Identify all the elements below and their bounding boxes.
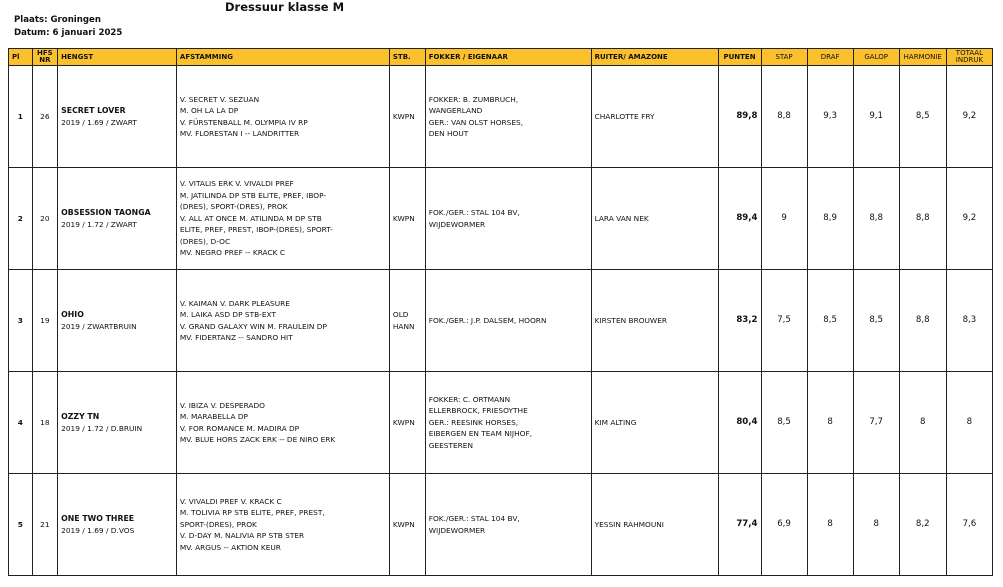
breeder-owner-cell-line: EIBERGEN EN TEAM NIJHOF, — [428, 429, 533, 439]
pedigree-cell-line: V. GRAND GALAXY WIN M. FRAULEIN DP — [179, 321, 327, 331]
col-harmonie-header: HARMONIE — [899, 49, 946, 66]
points-cell: 80,4 — [718, 372, 761, 474]
pedigree-cell-line: (DRES), SPORT-(DRES), PROK — [179, 202, 288, 212]
pedigree-cell-line: ELITE, PREF, PREST, IBOP-(DRES), SPORT- — [179, 225, 333, 235]
table-row — [9, 372, 993, 474]
col-fokker-header: FOKKER / EIGENAAR — [425, 49, 591, 66]
placing-cell: 2 — [9, 168, 33, 270]
stap-score-cell: 8,8 — [761, 66, 807, 168]
breeder-owner-cell-line: WIJDEWORMER — [428, 219, 486, 229]
studbook-cell: KWPN — [389, 372, 425, 474]
points-cell: 89,8 — [718, 66, 761, 168]
stallion-name: OBSESSION TAONGA — [61, 207, 151, 217]
pedigree-cell-line: MV. ARGUS -- AKTION KEUR — [179, 542, 281, 552]
harmonie-score-cell: 8,8 — [899, 168, 946, 270]
stallion-cell — [58, 66, 177, 168]
galop-score-cell: 8 — [853, 474, 899, 576]
stallion-cell — [58, 372, 177, 474]
pedigree-cell-line: V. FÜRSTENBALL M. OLYMPIA IV RP — [179, 117, 308, 127]
hfs-number-cell: 20 — [32, 168, 58, 270]
rider-cell: YESSIN RAHMOUNI — [591, 474, 718, 576]
galop-score-cell: 8,5 — [853, 270, 899, 372]
points-cell: 77,4 — [718, 474, 761, 576]
breeder-owner-cell-line: GER.: REESINK HORSES, — [428, 417, 519, 427]
col-galop-header: GALOP — [853, 49, 899, 66]
harmonie-score-cell: 8 — [899, 372, 946, 474]
breeder-owner-cell-line: FOK./GER.: J.P. DALSEM, HOORN — [428, 315, 547, 325]
pedigree-cell-line: MV. FIDERTANZ -- SANDRO HIT — [179, 332, 293, 342]
pedigree-cell-line: MV. BLUE HORS ZACK ERK -- DE NIRO ERK — [179, 434, 336, 444]
hfs-number-cell: 26 — [32, 66, 58, 168]
col-stb-header: STB. — [389, 49, 425, 66]
event-date: Datum: 6 januari 2025 — [14, 28, 123, 38]
stallion-info: 2019 / 1.69 / ZWART — [61, 117, 137, 127]
stallion-info: 2019 / 1.72 / ZWART — [61, 219, 137, 229]
breeder-owner-cell — [425, 168, 591, 270]
breeder-owner-cell — [425, 474, 591, 576]
rider-cell: LARA VAN NEK — [591, 168, 718, 270]
breeder-owner-cell — [425, 270, 591, 372]
totaal-score-cell: 9,2 — [946, 168, 992, 270]
stap-score-cell: 7,5 — [761, 270, 807, 372]
rider-cell: KIRSTEN BROUWER — [591, 270, 718, 372]
results-table — [8, 48, 993, 576]
hfs-number-cell: 21 — [32, 474, 58, 576]
stallion-cell — [58, 168, 177, 270]
breeder-owner-cell-line: FOK./GER.: STAL 104 BV, — [428, 514, 520, 524]
placing-cell: 3 — [9, 270, 33, 372]
event-place: Plaats: Groningen — [14, 15, 101, 25]
pedigree-cell-line: M. OH LA LA DP — [179, 106, 239, 116]
pedigree-cell-line: V. SECRET V. SEZUAN — [179, 94, 260, 104]
pedigree-cell — [176, 372, 389, 474]
pedigree-cell-line: V. IBIZA V. DESPERADO — [179, 400, 265, 410]
galop-score-cell: 9,1 — [853, 66, 899, 168]
totaal-score-cell: 8 — [946, 372, 992, 474]
totaal-score-cell: 7,6 — [946, 474, 992, 576]
col-afstamming-header: AFSTAMMING — [176, 49, 389, 66]
stallion-info: 2019 / ZWARTBRUIN — [61, 321, 137, 331]
stallion-name: OZZY TN — [61, 411, 100, 421]
col-totaal-header: TOTAAL INDRUK — [946, 49, 992, 66]
pedigree-cell-line: M. JATILINDA DP STB ELITE, PREF, IBOP- — [179, 190, 327, 200]
breeder-owner-cell — [425, 372, 591, 474]
pedigree-cell-line: V. VITALIS ERK V. VIVALDI PREF — [179, 179, 294, 189]
breeder-owner-cell-line: WANGERLAND — [428, 106, 483, 116]
hfs-number-cell: 19 — [32, 270, 58, 372]
col-hfs-header: HFS NR — [32, 49, 58, 66]
breeder-owner-cell — [425, 66, 591, 168]
galop-score-cell: 7,7 — [853, 372, 899, 474]
rider-cell: CHARLOTTE FRY — [591, 66, 718, 168]
studbook-cell: KWPN — [389, 66, 425, 168]
harmonie-score-cell: 8,5 — [899, 66, 946, 168]
draf-score-cell: 8,5 — [807, 270, 853, 372]
table-row — [9, 66, 993, 168]
pedigree-cell-line: SPORT-(DRES), PROK — [179, 519, 257, 529]
studbook-cell: KWPN — [389, 474, 425, 576]
page-title: Dressuur klasse M — [225, 0, 345, 14]
studbook-cell: OLD HANN — [389, 270, 425, 372]
pedigree-cell-line: MV. NEGRO PREF -- KRACK C — [179, 248, 285, 258]
stap-score-cell: 6,9 — [761, 474, 807, 576]
stallion-cell — [58, 474, 177, 576]
breeder-owner-cell-line: WIJDEWORMER — [428, 525, 486, 535]
stallion-info: 2019 / 1.69 / D.VOS — [61, 525, 135, 535]
draf-score-cell: 9,3 — [807, 66, 853, 168]
table-row — [9, 168, 993, 270]
col-punten-header: PUNTEN — [718, 49, 761, 66]
breeder-owner-cell-line: ELLERBROCK, FRIESOYTHE — [428, 406, 528, 416]
breeder-owner-cell-line: FOKKER: B. ZUMBRUCH, — [428, 94, 519, 104]
stallion-cell — [58, 270, 177, 372]
draf-score-cell: 8,9 — [807, 168, 853, 270]
col-stap-header: STAP — [761, 49, 807, 66]
placing-cell: 5 — [9, 474, 33, 576]
points-cell: 89,4 — [718, 168, 761, 270]
pedigree-cell-line: M. LAIKA ASD DP STB-EXT — [179, 310, 276, 320]
harmonie-score-cell: 8,2 — [899, 474, 946, 576]
stap-score-cell: 8,5 — [761, 372, 807, 474]
stallion-name: SECRET LOVER — [61, 105, 126, 115]
points-cell: 83,2 — [718, 270, 761, 372]
table-header-row — [9, 49, 993, 66]
pedigree-cell-line: (DRES), D-OC — [179, 236, 231, 246]
totaal-score-cell: 9,2 — [946, 66, 992, 168]
draf-score-cell: 8 — [807, 372, 853, 474]
table-row — [9, 474, 993, 576]
pedigree-cell — [176, 66, 389, 168]
col-ruiter-header: RUITER/ AMAZONE — [591, 49, 718, 66]
pedigree-cell-line: M. TOLIVIA RP STB ELITE, PREF, PREST, — [179, 508, 325, 518]
totaal-score-cell: 8,3 — [946, 270, 992, 372]
studbook-cell: KWPN — [389, 168, 425, 270]
col-pl-header: Pl — [9, 49, 33, 66]
pedigree-cell-line: V. VIVALDI PREF V. KRACK C — [179, 496, 282, 506]
pedigree-cell — [176, 270, 389, 372]
breeder-owner-cell-line: DEN HOUT — [428, 128, 469, 138]
col-draf-header: DRAF — [807, 49, 853, 66]
stallion-name: OHIO — [61, 309, 84, 319]
pedigree-cell-line: V. D-DAY M. NALIVIA RP STB STER — [179, 531, 305, 541]
placing-cell: 1 — [9, 66, 33, 168]
col-hengst-header: HENGST — [58, 49, 177, 66]
placing-cell: 4 — [9, 372, 33, 474]
breeder-owner-cell-line: FOK./GER.: STAL 104 BV, — [428, 208, 520, 218]
pedigree-cell-line: V. ALL AT ONCE M. ATILINDA M DP STB — [179, 213, 322, 223]
pedigree-cell — [176, 168, 389, 270]
breeder-owner-cell-line: FOKKER: C. ORTMANN — [428, 394, 511, 404]
rider-cell: KIM ALTING — [591, 372, 718, 474]
pedigree-cell-line: M. MARABELLA DP — [179, 412, 249, 422]
draf-score-cell: 8 — [807, 474, 853, 576]
pedigree-cell-line: V. FOR ROMANCE M. MADIRA DP — [179, 423, 300, 433]
pedigree-cell — [176, 474, 389, 576]
pedigree-cell-line: MV. FLORESTAN I -- LANDRITTER — [179, 128, 300, 138]
hfs-number-cell: 18 — [32, 372, 58, 474]
galop-score-cell: 8,8 — [853, 168, 899, 270]
breeder-owner-cell-line: GER.: VAN OLST HORSES, — [428, 117, 524, 127]
stallion-name: ONE TWO THREE — [61, 513, 135, 523]
stallion-info: 2019 / 1.72 / D.BRUIN — [61, 423, 143, 433]
breeder-owner-cell-line: GEESTEREN — [428, 440, 473, 450]
stap-score-cell: 9 — [761, 168, 807, 270]
harmonie-score-cell: 8,8 — [899, 270, 946, 372]
table-row — [9, 270, 993, 372]
pedigree-cell-line: V. KAIMAN V. DARK PLEASURE — [179, 298, 290, 308]
